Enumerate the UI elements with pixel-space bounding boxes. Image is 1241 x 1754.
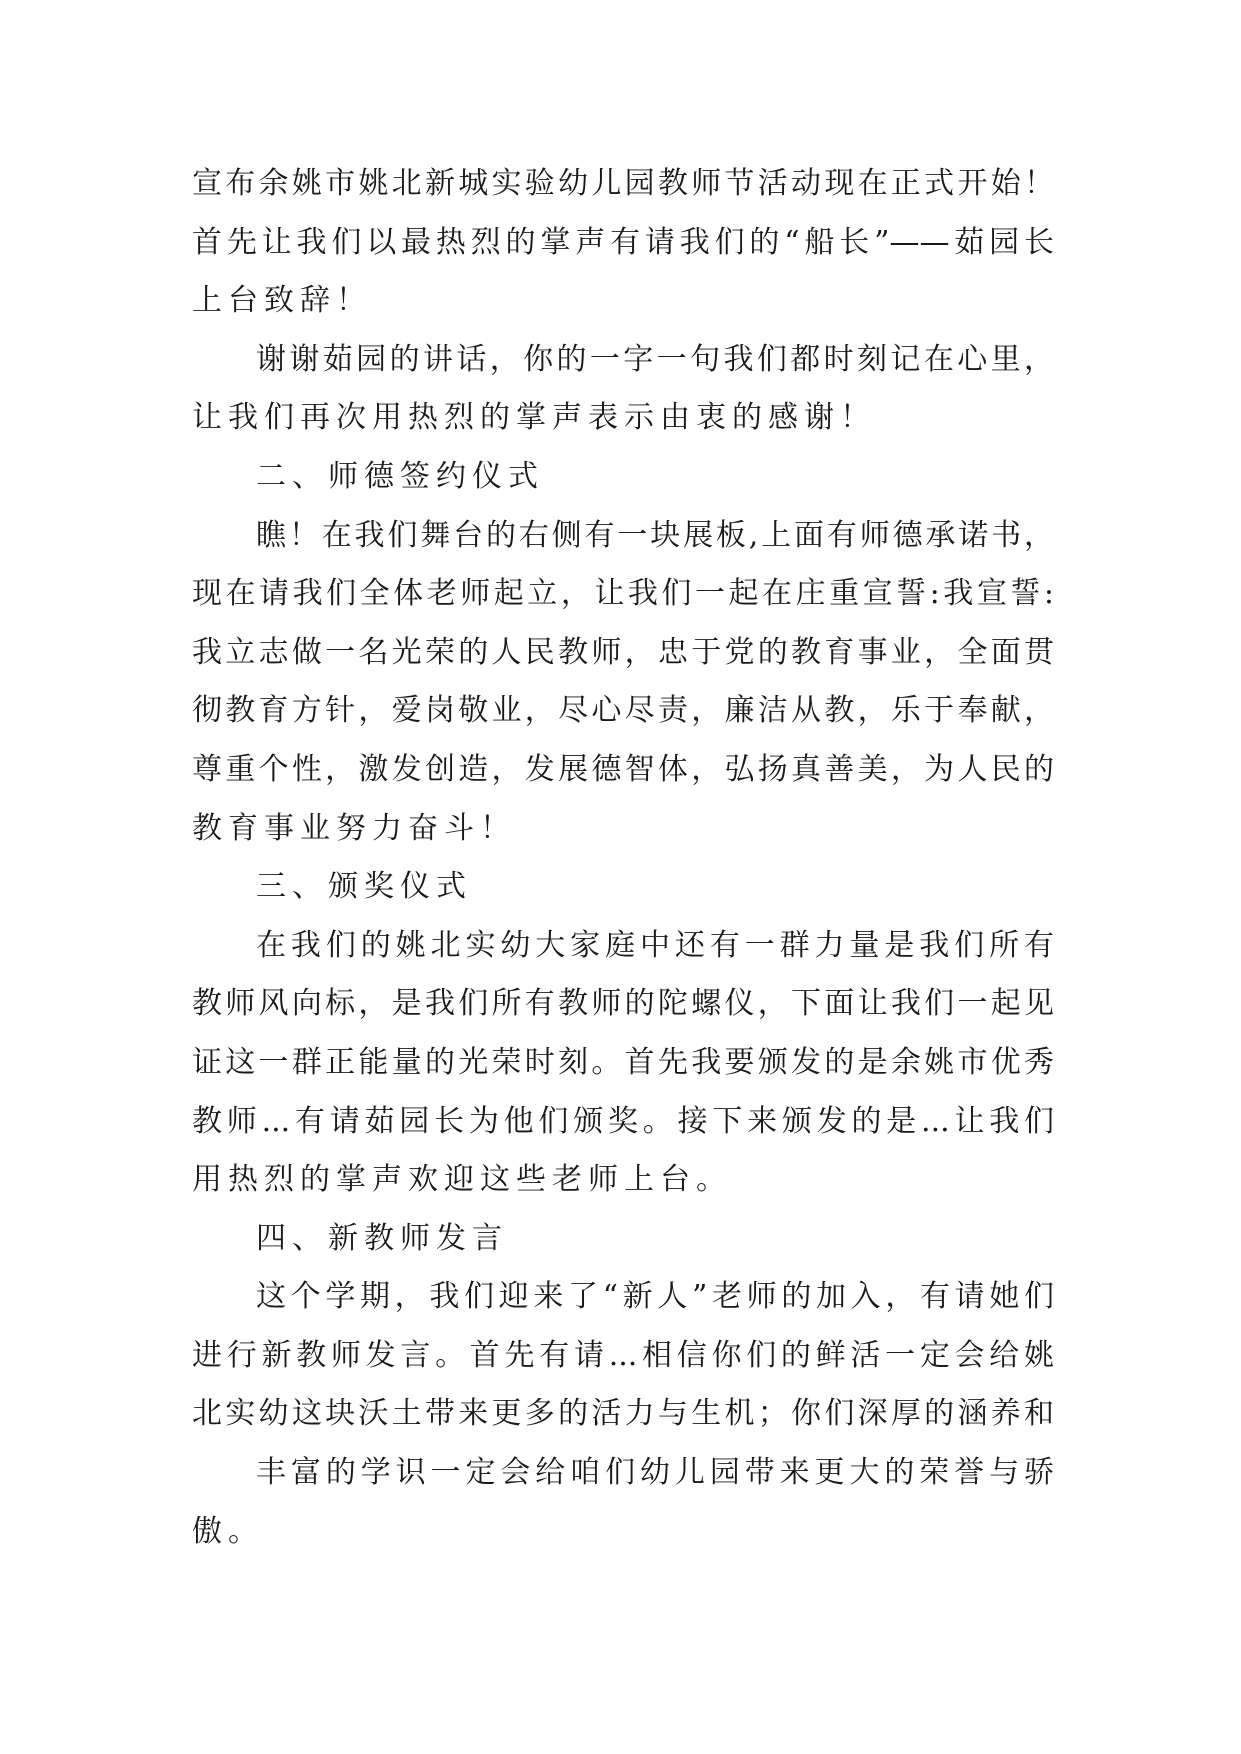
text-line: 证这一群正能量的光荣时刻。首先我要颁发的是余姚市优秀 — [192, 1044, 1054, 1080]
text-line: 宣布余姚市姚北新城实验幼儿园教师节活动现在正式开始！ — [192, 166, 1054, 201]
text-line: 瞧！在我们舞台的右侧有一块展板,上面有师德承诺书， — [256, 517, 1054, 553]
text-line: 二、师德签约仪式 — [256, 458, 544, 494]
text-line: 四、新教师发言 — [256, 1220, 508, 1256]
text-line: 上台致辞！ — [192, 283, 372, 319]
text-line: 教师...有请茹园长为他们颁奖。接下来颁发的是...让我们 — [192, 1103, 1054, 1139]
text-line: 教育事业努力奋斗！ — [192, 810, 516, 846]
text-line: 北实幼这块沃土带来更多的活力与生机；你们深厚的涵养和 — [192, 1396, 1054, 1432]
text-line: 教师风向标，是我们所有教师的陀螺仪，下面让我们一起见 — [192, 986, 1054, 1022]
text-line: 彻教育方针，爱岗敬业，尽心尽责，廉洁从教，乐于奉献， — [192, 693, 1054, 729]
text-line: 我立志做一名光荣的人民教师，忠于党的教育事业，全面贯 — [192, 634, 1054, 670]
text-line: 尊重个性，激发创造，发展德智体，弘扬真善美，为人民的 — [192, 751, 1054, 787]
text-line: 进行新教师发言。首先有请...相信你们的鲜活一定会给姚 — [192, 1337, 1054, 1373]
text-line: 首先让我们以最热烈的掌声有请我们的“船长”——茹园长 — [192, 224, 1054, 260]
text-line: 这个学期，我们迎来了“新人”老师的加入，有请她们 — [256, 1279, 1054, 1315]
text-line: 丰富的学识一定会给咱们幼儿园带来更大的荣誉与骄 — [256, 1455, 1054, 1491]
text-line: 让我们再次用热烈的掌声表示由衷的感谢！ — [192, 400, 876, 436]
text-line: 在我们的姚北实幼大家庭中还有一群力量是我们所有 — [256, 927, 1054, 963]
document-body — [192, 155, 1054, 1561]
text-line: 谢谢茹园的讲话，你的一字一句我们都时刻记在心里， — [256, 341, 1054, 377]
text-line: 三、颁奖仪式 — [256, 869, 472, 905]
text-line: 用热烈的掌声欢迎这些老师上台。 — [192, 1162, 732, 1198]
text-line: 现在请我们全体老师起立，让我们一起在庄重宣誓:我宣誓: — [192, 576, 1054, 612]
text-line: 傲。 — [192, 1513, 264, 1549]
